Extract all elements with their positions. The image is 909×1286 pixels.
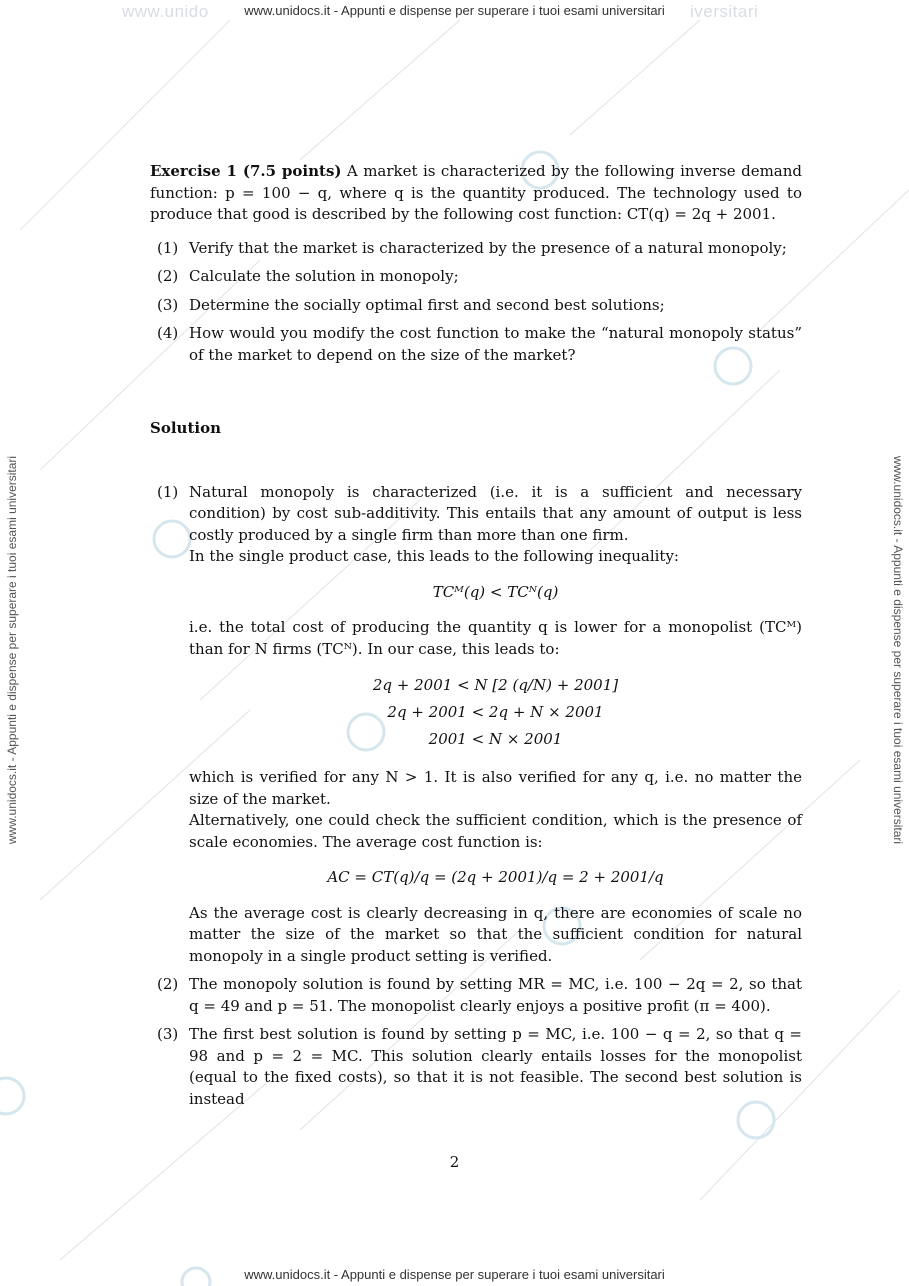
solution-paragraph: Alternatively, one could check the sufficient condition, which is the presence of scale economies. The average cost function is: — [189, 811, 802, 851]
exercise-intro: A market is characterized by the following inverse demand function: p = 100 − q, where q is the quantity produced. The technology used to produce that good is described by the following cost function: CT(q) = 2q + 2001. — [150, 162, 802, 223]
solution-number: (2) — [157, 975, 179, 993]
equation-line: 2q + 2001 < 2q + N × 2001 — [387, 703, 604, 721]
question-list — [150, 238, 802, 367]
solution-paragraph: The monopoly solution is found by setting MR = MC, i.e. 100 − 2q = 2, so that q = 49 and p = 51. The monopolist clearly enjoys a positive profit (π = 400). — [189, 975, 802, 1015]
solution-paragraph: As the average cost is clearly decreasing in q, there are economies of scale no matter the size of the market so that the sufficient condition for natural monopoly in a single product setting is verified. — [189, 903, 802, 965]
question-text: Determine the socially optimal first and second best solutions; — [189, 295, 665, 314]
equation-subadditivity: TCᴹ(q) < TCᴺ(q) — [432, 582, 559, 601]
question-text: Verify that the market is characterized by the presence of a natural monopoly; — [189, 238, 787, 257]
solution-paragraph: i.e. the total cost of producing the quantity q is lower for a monopolist (TCᴹ) than for N firms (TCᴺ). In our case, this leads to: — [189, 618, 802, 658]
watermark-side-right: www.unidocs.it - Appunti e dispense per superare i tuoi esami universitari — [891, 455, 905, 845]
question-number: (2) — [157, 267, 179, 285]
list-item — [150, 238, 802, 260]
page-content — [150, 161, 802, 1117]
watermark-ghost-right: iversitari — [690, 2, 759, 21]
solution-paragraph: The first best solution is found by setting p = MC, i.e. 100 − q = 2, so that q = 98 and p = 2 = MC. This solution clearly entails losses for the monopolist (equal to the fixed costs), so that it is not feasible. The second best solution is instead — [189, 1025, 802, 1108]
question-number: (4) — [157, 324, 179, 342]
list-item — [150, 295, 802, 317]
exercise-statement — [150, 161, 802, 226]
question-number: (1) — [157, 238, 179, 257]
solution-title: Solution — [150, 419, 221, 437]
solution-number: (1) — [157, 482, 179, 501]
solution-paragraph: In the single product case, this leads to the following inequality: — [189, 547, 679, 565]
solution-paragraph: Natural monopoly is characterized (i.e. it is a sufficient and necessary condition) by cost sub-additivity. This entails that any amount of output is less costly produced by a single firm than more than one firm. — [189, 482, 802, 544]
solution-number: (3) — [157, 1025, 179, 1043]
watermark-header: www.unidocs.it - Appunti e dispense per superare i tuoi esami universitari — [244, 3, 665, 18]
equation-average-cost: AC = CT(q)/q = (2q + 2001)/q = 2 + 2001/q — [327, 868, 664, 886]
solution-item-1 — [150, 482, 802, 968]
equation-line: 2001 < N × 2001 — [428, 730, 563, 748]
question-text: Calculate the solution in monopoly; — [189, 267, 459, 285]
watermark-side-left: www.unidocs.it - Appunti e dispense per superare i tuoi esami universitari — [5, 455, 19, 845]
question-number: (3) — [157, 295, 179, 314]
question-text: How would you modify the cost function to make the “natural monopoly status” of the market to depend on the size of the market? — [189, 324, 802, 364]
solution-paragraph: which is verified for any N > 1. It is also verified for any q, i.e. no matter the size of the market. — [189, 768, 802, 808]
solution-list — [150, 482, 802, 1111]
equation-block — [189, 672, 802, 753]
exercise-title: Exercise 1 (7.5 points) — [150, 162, 342, 180]
list-item — [150, 323, 802, 366]
solution-item-2 — [150, 974, 802, 1017]
list-item — [150, 266, 802, 288]
watermark-footer: www.unidocs.it - Appunti e dispense per superare i tuoi esami universitari — [244, 1267, 665, 1282]
equation-line: 2q + 2001 < N [2 (q/N) + 2001] — [372, 676, 619, 694]
watermark-ghost-left: www.unido — [122, 2, 209, 21]
page-number: 2 — [449, 1153, 460, 1171]
solution-item-3 — [150, 1024, 802, 1110]
